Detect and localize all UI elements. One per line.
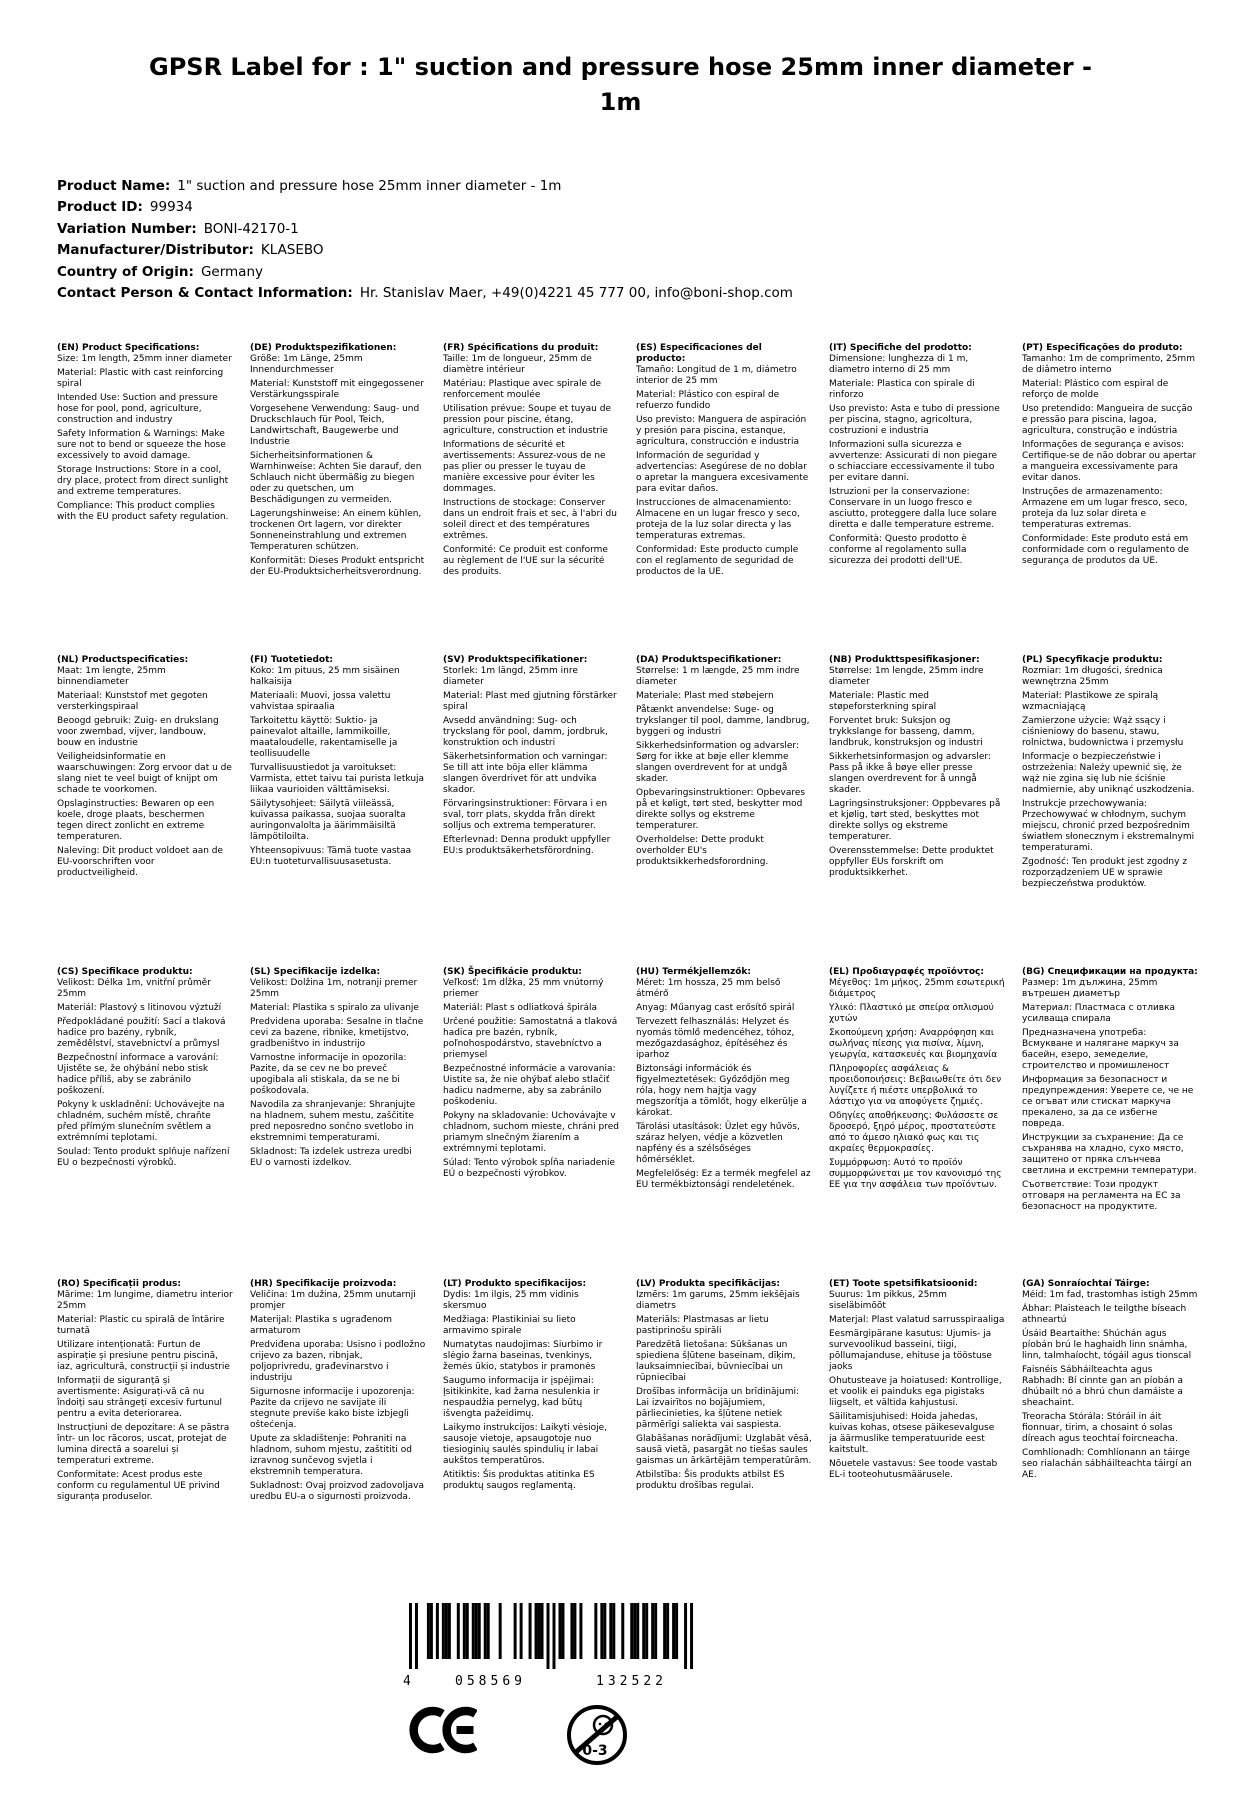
spec-paragraph: Conformitate: Acest produs este conform cu regulamentul UE privind siguranța produselor. bbox=[57, 1469, 220, 1502]
spec-paragraph: Предназначена употреба: Всмукване и налягане маркуч за басейн, езеро, земеделие, строителство и промишленост bbox=[1022, 1027, 1179, 1071]
spec-paragraph: Paredzētā lietošana: Sūkšanas un spiediena šļūtene baseinam, dīķim, lauksaimniecībai, būvniecībai un rūpniecībai bbox=[636, 1339, 796, 1383]
language-spec-block bbox=[636, 343, 812, 581]
spec-paragraph: Conformidad: Este producto cumple con el reglamento de seguridad de productos de la UE. bbox=[636, 544, 799, 577]
spec-paragraph: Materijal: Plastika s ugrađenom armaturom bbox=[250, 1314, 392, 1336]
spec-paragraph: Material: Plast med gjutning förstärker spiral bbox=[443, 690, 617, 712]
spec-paragraph: Medžiaga: Plastikiniai su lieto armavimo spirale bbox=[443, 1314, 576, 1336]
spec-paragraphs bbox=[57, 666, 233, 879]
product-info-row bbox=[57, 197, 1241, 219]
spec-paragraphs bbox=[250, 666, 426, 868]
spec-paragraphs bbox=[57, 354, 233, 523]
language-spec-block bbox=[829, 655, 1005, 882]
spec-paragraph: Konformität: Dieses Produkt entspricht der EU-Produktsicherheitsverordnung. bbox=[250, 555, 425, 577]
spec-paragraph: Sicherheitsinformationen & Warnhinweise: Achten Sie darauf, den Schlauch nicht übermäßig zu biegen oder zu quetschen, um Beschädigungen zu vermeiden. bbox=[250, 450, 422, 505]
spec-paragraph: Informazioni sulla sicurezza e avvertenze: Assicurati di non piegare o schiacciare eccessivamente il tubo per evitare danni. bbox=[829, 439, 997, 483]
spec-paragraph: Efterlevnad: Denna produkt uppfyller EU:s produktsäkerhetsförordning. bbox=[443, 834, 611, 856]
spec-paragraph: Lagerungshinweise: An einem kühlen, trockenen Ort lagern, vor direkter Sonneneinstrahlung und extremen Temperaturen schützen. bbox=[250, 508, 422, 552]
language-spec-block bbox=[1022, 1279, 1198, 1484]
spec-paragraphs bbox=[636, 978, 812, 1191]
conformity-marks bbox=[405, 1703, 823, 1767]
product-info-row bbox=[57, 219, 1241, 241]
spec-paragraph: Bezpečnostní informace a varování: Ujistěte se, že ohýbání nebo stisk hadice příliš, aby se zabránilo poškození. bbox=[57, 1052, 219, 1096]
product-info-value: 1" suction and pressure hose 25mm inner diameter - 1m bbox=[177, 177, 562, 194]
spec-paragraph: Materjal: Plast valatud sarrusspiraaliga bbox=[829, 1314, 1005, 1325]
spec-paragraph: Material: Plastika s spiralo za ulivanje bbox=[250, 1002, 419, 1013]
spec-paragraph: Naleving: Dit product voldoet aan de EU-voorschriften voor productveiligheid. bbox=[57, 845, 224, 878]
spec-paragraph: Material: Plastic cu spirală de întărire turnată bbox=[57, 1314, 225, 1336]
spec-paragraph: Skladnost: Ta izdelek ustreza uredbi EU o varnosti izdelkov. bbox=[250, 1146, 412, 1168]
spec-paragraph: Ábhar: Plaisteach le teilgthe bíseach athneartú bbox=[1022, 1303, 1187, 1325]
spec-paragraph: Sukladnost: Ovaj proizvod zadovoljava uredbu EU-a o sigurnosti proizvoda. bbox=[250, 1480, 424, 1502]
language-spec-block bbox=[443, 967, 619, 1183]
spec-paragraphs bbox=[443, 1290, 619, 1492]
spec-paragraphs bbox=[1022, 354, 1198, 567]
spec-paragraph: Информация за безопасност и предупреждения: Уверете се, че не се огъват или стискат маркуча прекалено, за да се избегне повреда. bbox=[1022, 1074, 1194, 1129]
spec-paragraphs bbox=[443, 978, 619, 1180]
spec-paragraph: Veličina: 1m dužina, 25mm unutarnji promjer bbox=[250, 1289, 416, 1311]
language-spec-block bbox=[250, 655, 426, 871]
product-info-row bbox=[57, 262, 1241, 284]
spec-paragraph: Uso pretendido: Mangueira de sucção e pressão para piscina, lagoa, agricultura, construção e indústria bbox=[1022, 403, 1193, 436]
spec-paragraphs bbox=[829, 354, 1005, 567]
spec-paragraph: Opslaginstructies: Bewaren op een koele, droge plaats, beschermen tegen direct zonlicht en extreme temperaturen. bbox=[57, 798, 215, 842]
spec-paragraph: Uso previsto: Asta e tubo di pressione per piscina, stagno, agricoltura, costruzioni e industria bbox=[829, 403, 1000, 436]
spec-heading: (LV) Produkta specifikācijas: bbox=[636, 1278, 780, 1289]
spec-paragraph: Méret: 1m hossza, 25 mm belső átmérő bbox=[636, 977, 781, 999]
spec-paragraphs bbox=[250, 978, 426, 1169]
spec-paragraph: Materiál: Plastový s litinovou výztuží bbox=[57, 1002, 222, 1013]
spec-paragraph: Intended Use: Suction and pressure hose for pool, pond, agriculture, construction and industry bbox=[57, 392, 218, 425]
spec-paragraph: Upute za skladištenje: Pohraniti na hladnom, suhom mjestu, zaštititi od izravnog sunčevog svjetla i ekstremnih temperatura. bbox=[250, 1433, 412, 1477]
spec-paragraph: Nõuetele vastavus: See toode vastab EL-i tooteohutusmäärusele. bbox=[829, 1458, 998, 1480]
spec-paragraph: Conformidade: Este produto está em conformidade com o regulamento de segurança de produtos da UE. bbox=[1022, 533, 1190, 566]
spec-heading: (BG) Спецификации на продукта: bbox=[1022, 966, 1198, 977]
spec-paragraph: Tamaño: Longitud de 1 m, diámetro interior de 25 mm bbox=[636, 364, 797, 386]
spec-paragraph: Avsedd användning: Sug- och tryckslang för pool, damm, jordbruk, konstruktion och industri bbox=[443, 715, 608, 748]
spec-paragraph: Materiāls: Plastmasas ar lietu pastiprinošu spirāli bbox=[636, 1314, 769, 1336]
spec-paragraph: Material: Plástico con espiral de refuerzo fundido bbox=[636, 389, 780, 411]
spec-heading: (FI) Tuotetiedot: bbox=[250, 654, 334, 665]
spec-paragraph: Laikymo instrukcijos: Laikyti vėsioje, sausoje vietoje, apsaugotoje nuo tiesioginių saulės spindulių ir labai aukštos temperatūros. bbox=[443, 1422, 608, 1466]
spec-paragraph: Taille: 1m de longueur, 25mm de diamètre intérieur bbox=[443, 353, 592, 375]
spec-paragraph: Pokyny na skladovanie: Uchovávajte v chladnom, suchom mieste, chráni pred priamym slnečným žiarením a extrémnymi teplotami. bbox=[443, 1110, 619, 1154]
spec-paragraphs bbox=[1022, 1290, 1198, 1481]
spec-paragraph: Mărime: 1m lungime, diametru interior 25mm bbox=[57, 1289, 233, 1311]
spec-paragraph: Overholdelse: Dette produkt overholder EU's produktsikkerhedsforordning. bbox=[636, 834, 769, 867]
spec-paragraph: Материал: Пластмаса с отливка усилваща спирала bbox=[1022, 1002, 1176, 1024]
spec-paragraph: Μέγεθος: 1m μήκος, 25mm εσωτερική διάμετρος bbox=[829, 977, 1005, 999]
spec-paragraph: Súlad: Tento výrobok spĺňa nariadenie EÚ o bezpečnosti výrobkov. bbox=[443, 1157, 616, 1179]
spec-paragraph: Velikost: Délka 1m, vnitřní průměr 25mm bbox=[57, 977, 211, 999]
spec-paragraph: Materiale: Plastica con spirale di rinforzo bbox=[829, 378, 975, 400]
spec-paragraph: Instrucțiuni de depozitare: A se păstra într- un loc răcoros, uscat, protejat de lumina directă a soarelui și temperaturi extreme. bbox=[57, 1422, 230, 1466]
spec-paragraphs bbox=[636, 666, 812, 868]
spec-heading: (RO) Specificații produs: bbox=[57, 1278, 181, 1289]
spec-paragraph: Informații de siguranță și avertismente: Asigurați-vă că nu îndoiți sau strângeți excesiv furtunul pentru a evita deteriorarea. bbox=[57, 1375, 222, 1419]
language-spec-block bbox=[443, 1279, 619, 1495]
product-info-row bbox=[57, 283, 1241, 305]
language-spec-block bbox=[636, 1279, 812, 1495]
spec-paragraph: Turvallisuustiedot ja varoitukset: Varmista, ettet taivu tai purista letkuja liikaa vaurioiden välttämiseksi. bbox=[250, 762, 425, 795]
spec-paragraph: Opbevaringsinstruktioner: Opbevares på et køligt, tørt sted, beskytter mod direkte sollys og ekstreme temperaturer. bbox=[636, 787, 806, 831]
spec-heading: (CS) Specifikace produktu: bbox=[57, 966, 193, 977]
spec-paragraph: Istruzioni per la conservazione: Conservare in un luogo fresco e asciutto, proteggere dalla luce solare diretta e dalle temperature estreme. bbox=[829, 486, 997, 530]
spec-paragraph: Размер: 1m дължина, 25mm вътрешен диаметър bbox=[1022, 977, 1158, 999]
ce-mark-icon bbox=[405, 1703, 477, 1757]
language-spec-block bbox=[250, 1279, 426, 1506]
spec-paragraph: Material: Plastic with cast reinforcing spiral bbox=[57, 367, 224, 389]
spec-paragraph: Sigurnosne informacije i upozorenja: Pazite da crijevo ne savijate ili stegnute previše kako biste izbjegli oštećenja. bbox=[250, 1386, 415, 1430]
spec-paragraph: Varnostne informacije in opozorila: Pazite, da se cev ne bo preveč upogibala ali stiskala, da se ne bi poškodovala. bbox=[250, 1052, 407, 1096]
spec-paragraphs bbox=[829, 1290, 1005, 1481]
spec-paragraph: Sikkerhetsinformasjon og advarsler: Pass på ikke å bøye eller presse slangen overdrevent for å unngå skader. bbox=[829, 751, 991, 795]
spec-paragraph: Material: Plástico com espiral de reforço de molde bbox=[1022, 378, 1169, 400]
spec-paragraph: Materiale: Plast med støbejern bbox=[636, 690, 774, 701]
spec-paragraph: Určené použitie: Samostatná a tlaková hadica pre bazén, rybník, poľnohospodárstvo, stavebníctvo a priemysel bbox=[443, 1016, 618, 1060]
barcode-digits bbox=[403, 1674, 702, 1689]
language-spec-block bbox=[443, 655, 619, 860]
spec-paragraph: Инструкции за съхранение: Да се съхранява на хладно, сухо място, защитено от пряка слънчева светлина и екстремни температури. bbox=[1022, 1132, 1197, 1176]
spec-paragraph: Lagringsinstruksjoner: Oppbevares på et kjølig, tørt sted, beskyttes mot direkte sollys og ekstreme temperaturer. bbox=[829, 798, 1001, 842]
spec-paragraph: Säilitamisjuhised: Hoida jahedas, kuivas kohas, otsese päikesevalguse ja äärmuslike temperatuuride eest kaitstult. bbox=[829, 1411, 995, 1455]
spec-paragraph: Informations de sécurité et avertissements: Assurez-vous de ne pas plier ou presser le tuyau de manière excessive pour éviter les dommages. bbox=[443, 439, 606, 494]
spec-heading: (SV) Produktspecifikationer: bbox=[443, 654, 588, 665]
spec-heading: (NL) Productspecificaties: bbox=[57, 654, 189, 665]
spec-paragraphs bbox=[1022, 666, 1198, 890]
spec-paragraph: Pokyny k uskladnění: Uchovávejte na chladném, suchém místě, chraňte před přímým slunečním světlem a extrémními teplotami. bbox=[57, 1099, 225, 1143]
spec-heading: (IT) Specifiche del prodotto: bbox=[829, 342, 972, 353]
spec-paragraph: Πληροφορίες ασφάλειας & προειδοποιήσεις: Βεβαιωθείτε ότι δεν λυγίζετε ή πιέστε υπερβολικά το λάστιχο για να αποφύγετε ζημιές. bbox=[829, 1063, 1002, 1107]
spec-paragraph: Beoogd gebruik: Zuig- en drukslang voor zwembad, vijver, landbouw, bouw en industrie bbox=[57, 715, 219, 748]
spec-paragraphs bbox=[57, 978, 233, 1169]
spec-paragraph: Faisnéis Sábháilteachta agus Rabhadh: Bí cinnte gan an píobán a dhúbailt nó a bhrú chun damáiste a sheachaint. bbox=[1022, 1364, 1184, 1408]
spec-heading: (SK) Špecifikácie produktu: bbox=[443, 966, 582, 977]
spec-paragraphs bbox=[636, 365, 812, 578]
barcode-digit-first: 4 bbox=[403, 1673, 411, 1689]
spec-paragraphs bbox=[636, 1290, 812, 1492]
spec-paragraph: Numatytas naudojimas: Siurbimo ir slėgio žarna baseinas, tvenkinys, žemės ūkio, statybos ir pramonės bbox=[443, 1339, 603, 1372]
spec-paragraph: Atitiktis: Šis produktas atitinka ES produktų saugos reglamentą. bbox=[443, 1469, 595, 1491]
product-info bbox=[57, 176, 1241, 305]
gpsr-label-page bbox=[0, 50, 1241, 1804]
spec-paragraph: Compliance: This product complies with the EU product safety regulation. bbox=[57, 500, 229, 522]
spec-paragraph: Størrelse: 1m lengde, 25mm indre diameter bbox=[829, 665, 984, 687]
spec-paragraph: Zamierzone użycie: Wąż ssący i ciśnieniowy do basenu, stawu, rolnictwa, budownictwa i przemysłu bbox=[1022, 715, 1184, 748]
spec-paragraph: Materiał: Plastikowe ze spiralą wzmacniającą bbox=[1022, 690, 1159, 712]
spec-paragraph: Συμμόρφωση: Αυτό το προϊόν συμμορφώνεται με τον κανονισμό της ΕΕ για την ασφάλεια των προϊόντων. bbox=[829, 1157, 1002, 1190]
page-title: GPSR Label for : 1" suction and pressure hose 25mm inner diameter - 1m bbox=[149, 53, 1092, 116]
spec-heading: (LT) Produkto specifikacijos: bbox=[443, 1278, 587, 1289]
language-spec-block bbox=[57, 343, 233, 526]
spec-heading: (ES) Especificaciones del producto: bbox=[636, 342, 762, 364]
age-warning-0-3-icon bbox=[565, 1703, 629, 1767]
spec-heading: (PT) Especificações do produto: bbox=[1022, 342, 1183, 353]
spec-paragraph: Informacje o bezpieczeństwie i ostrzeżenia: Należy upewnić się, że wąż nie zgina się lub nie ściśnie nadmiernie, aby uniknąć uszkodzenia. bbox=[1022, 751, 1195, 795]
spec-paragraph: Påtænkt anvendelse: Suge- og trykslanger til pool, damme, landbrug, byggeri og industri bbox=[636, 704, 810, 737]
spec-paragraph: Veľkosť: 1m dĺžka, 25 mm vnútorný priemer bbox=[443, 977, 604, 999]
language-spec-block bbox=[57, 967, 233, 1172]
spec-heading: (FR) Spécifications du produit: bbox=[443, 342, 599, 353]
language-spec-block bbox=[1022, 655, 1198, 893]
language-spec-block bbox=[636, 655, 812, 871]
spec-paragraph: Bezpečnostné informácie a varovania: Uistite sa, že nie ohýbať alebo stlačiť hadicu nadmerne, aby sa zabránilo poškodeniu. bbox=[443, 1063, 616, 1107]
barcode-digit-group-right: 132522 bbox=[596, 1673, 667, 1689]
spec-paragraph: Sikkerhedsinformation og advarsler: Sørg for ikke at bøje eller klemme slangen overdrevent for at undgå skader. bbox=[636, 740, 799, 784]
spec-paragraphs bbox=[443, 354, 619, 578]
spec-paragraph: Οδηγίες αποθήκευσης: Φυλάσσετε σε δροσερό, ξηρό μέρος, προστατεύστε από το άμεσο ηλιακό φως και τις ακραίες θερμοκρασίες. bbox=[829, 1110, 999, 1154]
spec-paragraph: Eesmärgipärane kasutus: Ujumis- ja survevoolikud basseini, tiigi, põllumajanduse, ehituse ja tööstuse jaoks bbox=[829, 1328, 992, 1372]
spec-paragraph: Vorgesehene Verwendung: Saug- und Druckschlauch für Pool, Teich, Landwirtschaft, Baugewerbe und Industrie bbox=[250, 403, 420, 447]
spec-paragraph: Yhteensopivuus: Tämä tuote vastaa EU:n tuoteturvallisuusasetusta. bbox=[250, 845, 412, 867]
spec-paragraph: Predviđena uporaba: Usisno i podložno crijevo za bazen, ribnjak, poljoprivredu, građevinarstvo i industriju bbox=[250, 1339, 426, 1383]
spec-paragraph: Size: 1m length, 25mm inner diameter bbox=[57, 353, 232, 364]
spec-heading: (SL) Specifikacije izdelka: bbox=[250, 966, 381, 977]
spec-heading: (DA) Produktspecifikationer: bbox=[636, 654, 782, 665]
spec-paragraph: Matériau: Plastique avec spirale de renforcement moulée bbox=[443, 378, 602, 400]
product-info-label: Manufacturer/Distributor: bbox=[57, 242, 254, 259]
spec-paragraph: Tervezett felhasználás: Helyzet és nyomás tömlő medencéhez, tóhoz, mezőgazdasághoz, építéséhez és iparhoz bbox=[636, 1016, 795, 1060]
language-spec-block bbox=[636, 967, 812, 1194]
spec-paragraph: Veiligheidsinformatie en waarschuwingen: Zorg ervoor dat u de slang niet te veel buigt of knijpt om schade te voorkomen. bbox=[57, 751, 232, 795]
spec-heading: (PL) Specyfikacje produktu: bbox=[1022, 654, 1163, 665]
spec-paragraph: Instruções de armazenamento: Armazene em um lugar fresco, seco, proteja da luz solar direta e temperaturas extremas. bbox=[1022, 486, 1188, 530]
spec-paragraph: Zgodność: Ten produkt jest zgodny z rozporządzeniem UE w sprawie bezpieczeństwa produktów. bbox=[1022, 856, 1188, 889]
spec-paragraph: Storlek: 1m längd, 25mm inre diameter bbox=[443, 665, 578, 687]
spec-heading: (ET) Toote spetsifikatsioonid: bbox=[829, 1278, 978, 1289]
spec-paragraph: Overensstemmelse: Dette produktet oppfyller EUs forskrift om produktsikkerhet. bbox=[829, 845, 994, 878]
spec-paragraphs bbox=[829, 666, 1005, 879]
spec-paragraph: Saugumo informacija ir įspėjimai: Įsitikinkite, kad žarna nesulenkia ir nespaudžia pernelyg, kad būtų išvengta pažeidimų. bbox=[443, 1375, 600, 1419]
spec-paragraph: Atbilstība: Šis produkts atbilst ES produktu drošības regulai. bbox=[636, 1469, 785, 1491]
spec-paragraph: Instrucciones de almacenamiento: Almacene en un lugar fresco y seco, proteja de la luz solar directa y las temperaturas extremas. bbox=[636, 497, 800, 541]
ean-barcode bbox=[403, 1603, 702, 1689]
spec-paragraph: Tamanho: 1m de comprimento, 25mm de diâmetro interno bbox=[1022, 353, 1195, 375]
spec-paragraph: Υλικό: Πλαστικό με σπείρα οπλισμού χυτών bbox=[829, 1002, 994, 1024]
product-info-label: Product ID: bbox=[57, 199, 143, 216]
spec-paragraph: Megfelelőség: Ez a termék megfelel az EU termékbiztonsági rendeletének. bbox=[636, 1168, 811, 1190]
product-info-value: Hr. Stanislav Maer, +49(0)4221 45 777 00, info@boni-shop.com bbox=[359, 285, 793, 302]
spec-paragraphs bbox=[829, 978, 1005, 1191]
spec-paragraph: Größe: 1m Länge, 25mm Innendurchmesser bbox=[250, 353, 363, 375]
spec-paragraph: Säilytysohjeet: Säilytä viileässä, kuivassa paikassa, suojaa suoralta auringonvalolta ja äärimmäisiltä lämpötiloilta. bbox=[250, 798, 406, 842]
spec-paragraph: Suurus: 1m pikkus, 25mm siseläbimõõt bbox=[829, 1289, 947, 1311]
spec-paragraphs bbox=[57, 1290, 233, 1503]
spec-paragraph: Förvaringsinstruktioner: Förvara i en sval, torr plats, skydda från direkt solljus och extrema temperaturer. bbox=[443, 798, 608, 831]
spec-paragraph: Størrelse: 1 m længde, 25 mm indre diameter bbox=[636, 665, 800, 687]
spec-heading: (EL) Προδιαγραφές προϊόντος: bbox=[829, 966, 984, 977]
spec-paragraph: Instrukcje przechowywania: Przechowywać w chłodnym, suchym miejscu, chronić przed bezpośrednim światłem słonecznym i ekstremalnymi temperaturami. bbox=[1022, 798, 1195, 853]
language-spec-block bbox=[443, 343, 619, 581]
spec-paragraphs bbox=[1022, 978, 1198, 1213]
spec-paragraph: Tárolási utasítások: Üzlet egy hűvös, száraz helyen, védje a közvetlen napfény és a szélsőséges hőmérséklet. bbox=[636, 1121, 800, 1165]
spec-paragraph: Safety Information & Warnings: Make sure not to bend or squeeze the hose excessively to avoid damage. bbox=[57, 428, 226, 461]
spec-heading: (HU) Termékjellemzők: bbox=[636, 966, 752, 977]
spec-paragraph: Velikost: Dolžina 1m, notranji premer 25mm bbox=[250, 977, 418, 999]
product-info-label: Variation Number: bbox=[57, 220, 197, 237]
spec-paragraph: Predvidena uporaba: Sesalne in tlačne cevi za bazene, ribnike, kmetijstvo, gradbeništvo in industrijo bbox=[250, 1016, 424, 1049]
spec-paragraph: Dydis: 1m ilgis, 25 mm vidinis skersmuo bbox=[443, 1289, 579, 1311]
spec-paragraph: Instructions de stockage: Conserver dans un endroit frais et sec, à l'abri du soleil direct et des températures extrêmes. bbox=[443, 497, 617, 541]
language-spec-block bbox=[1022, 967, 1198, 1216]
language-spec-block bbox=[829, 967, 1005, 1194]
language-spec-block bbox=[1022, 343, 1198, 570]
spec-paragraph: Navodila za shranjevanje: Shranjujte na hladnem, suhem mestu, zaščitite pred neposredno sončno svetlobo in ekstremnimi temperaturami. bbox=[250, 1099, 416, 1143]
spec-paragraph: Méid: 1m fad, trastomhas istigh 25mm bbox=[1022, 1289, 1198, 1300]
spec-paragraph: Forventet bruk: Suksjon og trykkslange for basseng, damm, landbruk, konstruksjon og industri bbox=[829, 715, 983, 748]
spec-paragraph: Dimensione: lunghezza di 1 m, diametro interno di 25 mm bbox=[829, 353, 969, 375]
spec-paragraph: Comhlíonadh: Comhlíonann an táirge seo rialachán sábháilteachta táirgí an AE. bbox=[1022, 1447, 1192, 1480]
product-info-value: BONI-42170-1 bbox=[203, 220, 299, 237]
product-info-row bbox=[57, 240, 1241, 262]
spec-paragraph: Koko: 1m pituus, 25 mm sisäinen halkaisija bbox=[250, 665, 400, 687]
language-spec-block bbox=[250, 343, 426, 581]
spec-paragraph: Předpokládané použití: Sací a tlaková hadice pro bazény, rybník, zemědělství, stavebnictví a průmysl bbox=[57, 1016, 226, 1049]
spec-heading: (HR) Specifikacije proizvoda: bbox=[250, 1278, 397, 1289]
spec-paragraph: Biztonsági információk és figyelmeztetések: Győződjön meg róla, hogy nem hajtja vagy megszorítja a tömlőt, hogy elkerülje a károkat. bbox=[636, 1063, 807, 1118]
spec-paragraph: Material: Kunststoff mit eingegossener Verstärkungsspirale bbox=[250, 378, 425, 400]
spec-paragraph: Σκοπούμενη χρήση: Αναρρόφηση και σωλήνας πίεσης για πισίνα, λίμνη, γεωργία, κατασκευές και βιομηχανία bbox=[829, 1027, 998, 1060]
spec-heading: (GA) Sonraíochtaí Táirge: bbox=[1022, 1278, 1150, 1289]
barcode-bars-icon bbox=[403, 1603, 702, 1669]
spec-paragraph: Materiál: Plast s odliatková špirála bbox=[443, 1002, 598, 1013]
spec-paragraph: Utilisation prévue: Soupe et tuyau de pression pour piscine, étang, agriculture, construction et industrie bbox=[443, 403, 611, 436]
spec-heading: (NB) Produkttspesifikasjoner: bbox=[829, 654, 980, 665]
spec-paragraph: Anyag: Műanyag cast erősítő spirál bbox=[636, 1002, 795, 1013]
spec-paragraph: Úsáid Beartaithe: Shúchán agus píobán brú le haghaidh linn snámha, linn, talmhaíocht, tógáil agus tionscal bbox=[1022, 1328, 1192, 1361]
spec-paragraph: Treoracha Stórála: Stóráil in áit fionnuar, tirim, a chosaint ó solas díreach agus teochtaí foircneacha. bbox=[1022, 1411, 1178, 1444]
spec-paragraph: Drošības informācija un brīdinājumi: Lai izvairītos no bojājumiem, pārliecinieties, ka šļūtene netiek pārmērīgi saliekta vai saspiesta. bbox=[636, 1386, 800, 1430]
spec-heading: (DE) Produktspezifikationen: bbox=[250, 342, 397, 353]
spec-paragraph: Utilizare intenționată: Furtun de aspirație și presiune pentru piscină, iaz, agricultură, construcții și industrie bbox=[57, 1339, 230, 1372]
spec-paragraph: Ohutusteave ja hoiatused: Kontrollige, et voolik ei painduks ega pigistaks liigselt, et vältida kahjustusi. bbox=[829, 1375, 1002, 1408]
spec-paragraph: Materiaali: Muovi, jossa valettu vahvistaa spiraalia bbox=[250, 690, 391, 712]
product-info-value: Germany bbox=[200, 263, 263, 280]
spec-paragraphs bbox=[250, 354, 426, 578]
label-footer bbox=[403, 1603, 823, 1767]
spec-paragraph: Informações de segurança e avisos: Certifique-se de não dobrar ou apertar a mangueira excessivamente para evitar danos. bbox=[1022, 439, 1197, 483]
product-info-row bbox=[57, 176, 1241, 198]
language-spec-block bbox=[829, 1279, 1005, 1484]
spec-paragraph: Uso previsto: Manguera de aspiración y presión para piscina, estanque, agricultura, construcción e industria bbox=[636, 414, 807, 447]
product-info-value: KLASEBO bbox=[260, 242, 324, 259]
spec-paragraph: Conformité: Ce produit est conforme au règlement de l'UE sur la sécurité des produits. bbox=[443, 544, 608, 577]
spec-paragraph: Materiale: Plastic med støpeforsterkning spiral bbox=[829, 690, 937, 712]
language-spec-block bbox=[250, 967, 426, 1172]
product-info-label: Product Name: bbox=[57, 177, 171, 194]
language-spec-block bbox=[57, 1279, 233, 1506]
language-spec-block bbox=[57, 655, 233, 882]
spec-paragraph: Izmērs: 1m garums, 25mm iekšējais diametrs bbox=[636, 1289, 800, 1311]
spec-paragraph: Soulad: Tento produkt splňuje nařízení EU o bezpečnosti výrobků. bbox=[57, 1146, 230, 1168]
language-spec-block bbox=[829, 343, 1005, 570]
spec-paragraph: Conformità: Questo prodotto è conforme al regolamento sulla sicurezza dei prodotti dell'UE. bbox=[829, 533, 967, 566]
barcode-digit-group-left: 058569 bbox=[455, 1673, 526, 1689]
spec-paragraph: Storage Instructions: Store in a cool, dry place, protect from direct sunlight and extreme temperatures. bbox=[57, 464, 229, 497]
spec-paragraph: Glabāšanas norādījumi: Uzglabāt vēsā, sausā vietā, pasargāt no tiešas saules gaismas un ārkārtējām temperatūrām. bbox=[636, 1433, 812, 1466]
product-info-value: 99934 bbox=[149, 199, 193, 216]
spec-paragraph: Tarkoitettu käyttö: Suktio- ja painevalot altaille, lammikoille, maataloudelle, rakentamiselle ja teollisuudelle bbox=[250, 715, 398, 759]
product-info-label: Country of Origin: bbox=[57, 263, 194, 280]
spec-paragraph: Maat: 1m lengte, 25mm binnendiameter bbox=[57, 665, 166, 687]
spec-paragraphs bbox=[443, 666, 619, 857]
spec-paragraphs bbox=[250, 1290, 426, 1503]
spec-paragraph: Säkerhetsinformation och varningar: Se till att inte böja eller klämma slangen överdrivet för att undvika skador. bbox=[443, 751, 608, 795]
spec-paragraph: Información de seguridad y advertencias: Asegúrese de no doblar o apretar la manguera excesivamente para evitar daños. bbox=[636, 450, 809, 494]
age-warning-label: 0-3 bbox=[582, 1742, 608, 1759]
product-info-label: Contact Person & Contact Information: bbox=[57, 285, 353, 302]
spec-paragraph: Materiaal: Kunststof met gegoten versterkingspiraal bbox=[57, 690, 208, 712]
language-specs-grid bbox=[57, 343, 1241, 1591]
spec-paragraph: Rozmiar: 1m długości, średnica wewnętrzna 25mm bbox=[1022, 665, 1163, 687]
spec-paragraph: Съответствие: Този продукт отговаря на регламента на ЕС за безопасност на продуктите. bbox=[1022, 1179, 1181, 1212]
spec-heading: (EN) Product Specifications: bbox=[57, 342, 200, 353]
